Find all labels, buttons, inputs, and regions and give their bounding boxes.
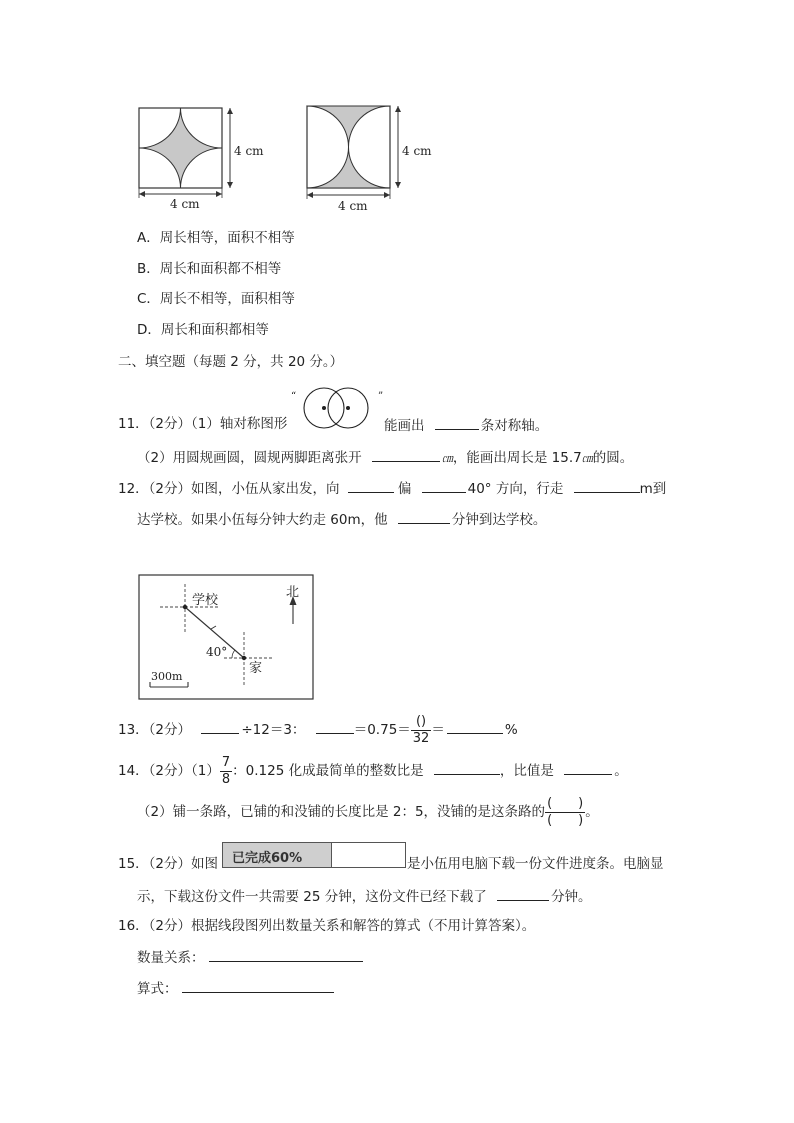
q14-frac-den: 8 <box>221 771 231 787</box>
q16-relation <box>137 947 363 967</box>
q14-p2-den[interactable]: ( ) <box>547 812 584 828</box>
q14-c: ，比值是 <box>499 763 554 779</box>
q11-part2-a: （2）用圆规画圆，圆规两脚距离张开 <box>137 450 362 466</box>
q16-a: 16．（2分）根据线段图列出数量关系和解答的算式（不用计算答案）。 <box>118 918 536 934</box>
q15-blank[interactable] <box>497 886 549 901</box>
q14-p2-fraction <box>545 796 585 829</box>
q13-fraction <box>411 714 432 747</box>
q11-quote-close: ” <box>378 391 384 402</box>
q15-b: 是小伍用电脑下载一份文件进度条。电脑显 <box>407 856 664 872</box>
q14-frac-num: 7 <box>221 754 231 770</box>
q14-fraction <box>220 755 232 788</box>
q14-line2 <box>137 794 599 830</box>
q13-c: ＝0.75＝ <box>353 722 411 738</box>
q13-line <box>118 712 518 748</box>
q13-frac-num[interactable]: () <box>411 714 432 731</box>
q11-unit: ㎝ <box>441 452 453 465</box>
q13-blank-3[interactable] <box>447 719 503 734</box>
option-c: C．周长不相等，面积相等 <box>137 291 295 307</box>
q12-line2-a: 达学校。如果小伍每分钟大约走 60m，他 <box>137 512 388 528</box>
q15-line2-b: 分钟。 <box>551 889 592 905</box>
right-dim-bottom: 4 cm <box>338 199 368 213</box>
q13-a: 13．（2分） <box>118 722 192 738</box>
map-scale-label: 300m <box>151 670 183 683</box>
right-dim-right: 4 cm <box>402 144 432 158</box>
q13-d: ＝ <box>431 722 445 738</box>
q14-p2-b: 。 <box>585 804 599 820</box>
direction-map <box>138 574 316 702</box>
map-north-label: 北 <box>286 585 300 600</box>
q11-blank-1[interactable] <box>435 415 479 430</box>
q14-blank-2[interactable] <box>564 760 612 775</box>
option-d: D．周长和面积都相等 <box>137 322 269 338</box>
q16-rel-label: 数量关系： <box>137 950 205 966</box>
right-square-figure <box>307 100 401 199</box>
q11-after-blank: 条对称轴。 <box>480 418 549 434</box>
q11-part2-c: 的圆。 <box>592 450 634 466</box>
q11-line1-tail <box>384 415 548 435</box>
q12-d: m到 <box>639 481 667 497</box>
q12-blank-3[interactable] <box>574 478 640 493</box>
q11-part2-b: ，能画出周长是 15.7 <box>452 450 582 466</box>
q11-quote-open: “ <box>291 391 297 402</box>
q11-line2 <box>137 447 633 468</box>
q14-b: ：0.125 化成最简单的整数比是 <box>232 763 424 779</box>
left-dim-bottom: 4 cm <box>170 197 200 211</box>
q14-d: 。 <box>614 763 628 779</box>
map-school-label: 学校 <box>192 593 219 608</box>
q13-e: % <box>504 722 518 738</box>
q16-formula-label: 算式： <box>137 981 178 997</box>
q14-p2-num[interactable]: ( ) <box>547 795 584 811</box>
option-a: A．周长相等，面积不相等 <box>137 230 295 246</box>
map-angle-label: 40° <box>206 645 228 659</box>
q12-blank-2[interactable] <box>422 478 466 493</box>
q11-blank-2[interactable] <box>372 447 440 462</box>
two-circles-figure <box>296 384 376 432</box>
q15-a: 15．（2分）如图 <box>118 856 219 872</box>
q12-c: 40° 方向，行走 <box>467 481 564 497</box>
q16-formula <box>137 978 334 998</box>
q12-line2 <box>137 509 546 529</box>
q13-frac-den: 32 <box>412 730 430 746</box>
q13-blank-2[interactable] <box>316 719 354 734</box>
q13-b: ÷12＝3： <box>241 722 306 738</box>
q11-unit2: ㎝ <box>581 452 593 465</box>
q11-line1 <box>118 415 287 433</box>
section-title: 二、填空题（每题 2 分，共 20 分。） <box>118 354 344 370</box>
progress-label: 已完成60% <box>232 851 303 866</box>
area-figures <box>130 100 450 215</box>
q16-formula-blank[interactable] <box>182 978 334 993</box>
q14-p2-a: （2）铺一条路，已铺的和没铺的长度比是 2：5，没铺的是这条路的 <box>137 804 546 820</box>
q12-a: 12．（2分）如图，小伍从家出发，向 <box>118 481 340 497</box>
q14-a: 14．（2分）（1） <box>118 763 220 779</box>
left-dim-right: 4 cm <box>234 144 264 158</box>
option-b: B．周长和面积都不相等 <box>137 261 282 277</box>
q11-prefix: 11．（2分）（1）轴对称图形 <box>118 416 288 432</box>
q12-blank-1[interactable] <box>348 478 394 493</box>
q14-blank-1[interactable] <box>434 760 500 775</box>
progress-bar <box>222 842 406 868</box>
q15-line2-a: 示，下载这份文件一共需要 25 分钟，这份文件已经下载了 <box>137 889 487 905</box>
q12-line2-b: 分钟到达学校。 <box>451 512 547 528</box>
q13-blank-1[interactable] <box>201 719 239 734</box>
q12-line1 <box>118 478 666 498</box>
q12-b: 偏 <box>397 481 412 497</box>
q14-line1 <box>118 753 628 789</box>
q11-after-fig: 能画出 <box>384 418 425 434</box>
q16-rel-blank[interactable] <box>209 947 363 962</box>
map-home-label: 家 <box>249 661 263 676</box>
q15-line2 <box>137 886 592 906</box>
left-square-figure <box>139 108 233 198</box>
q12-blank-4[interactable] <box>398 509 450 524</box>
